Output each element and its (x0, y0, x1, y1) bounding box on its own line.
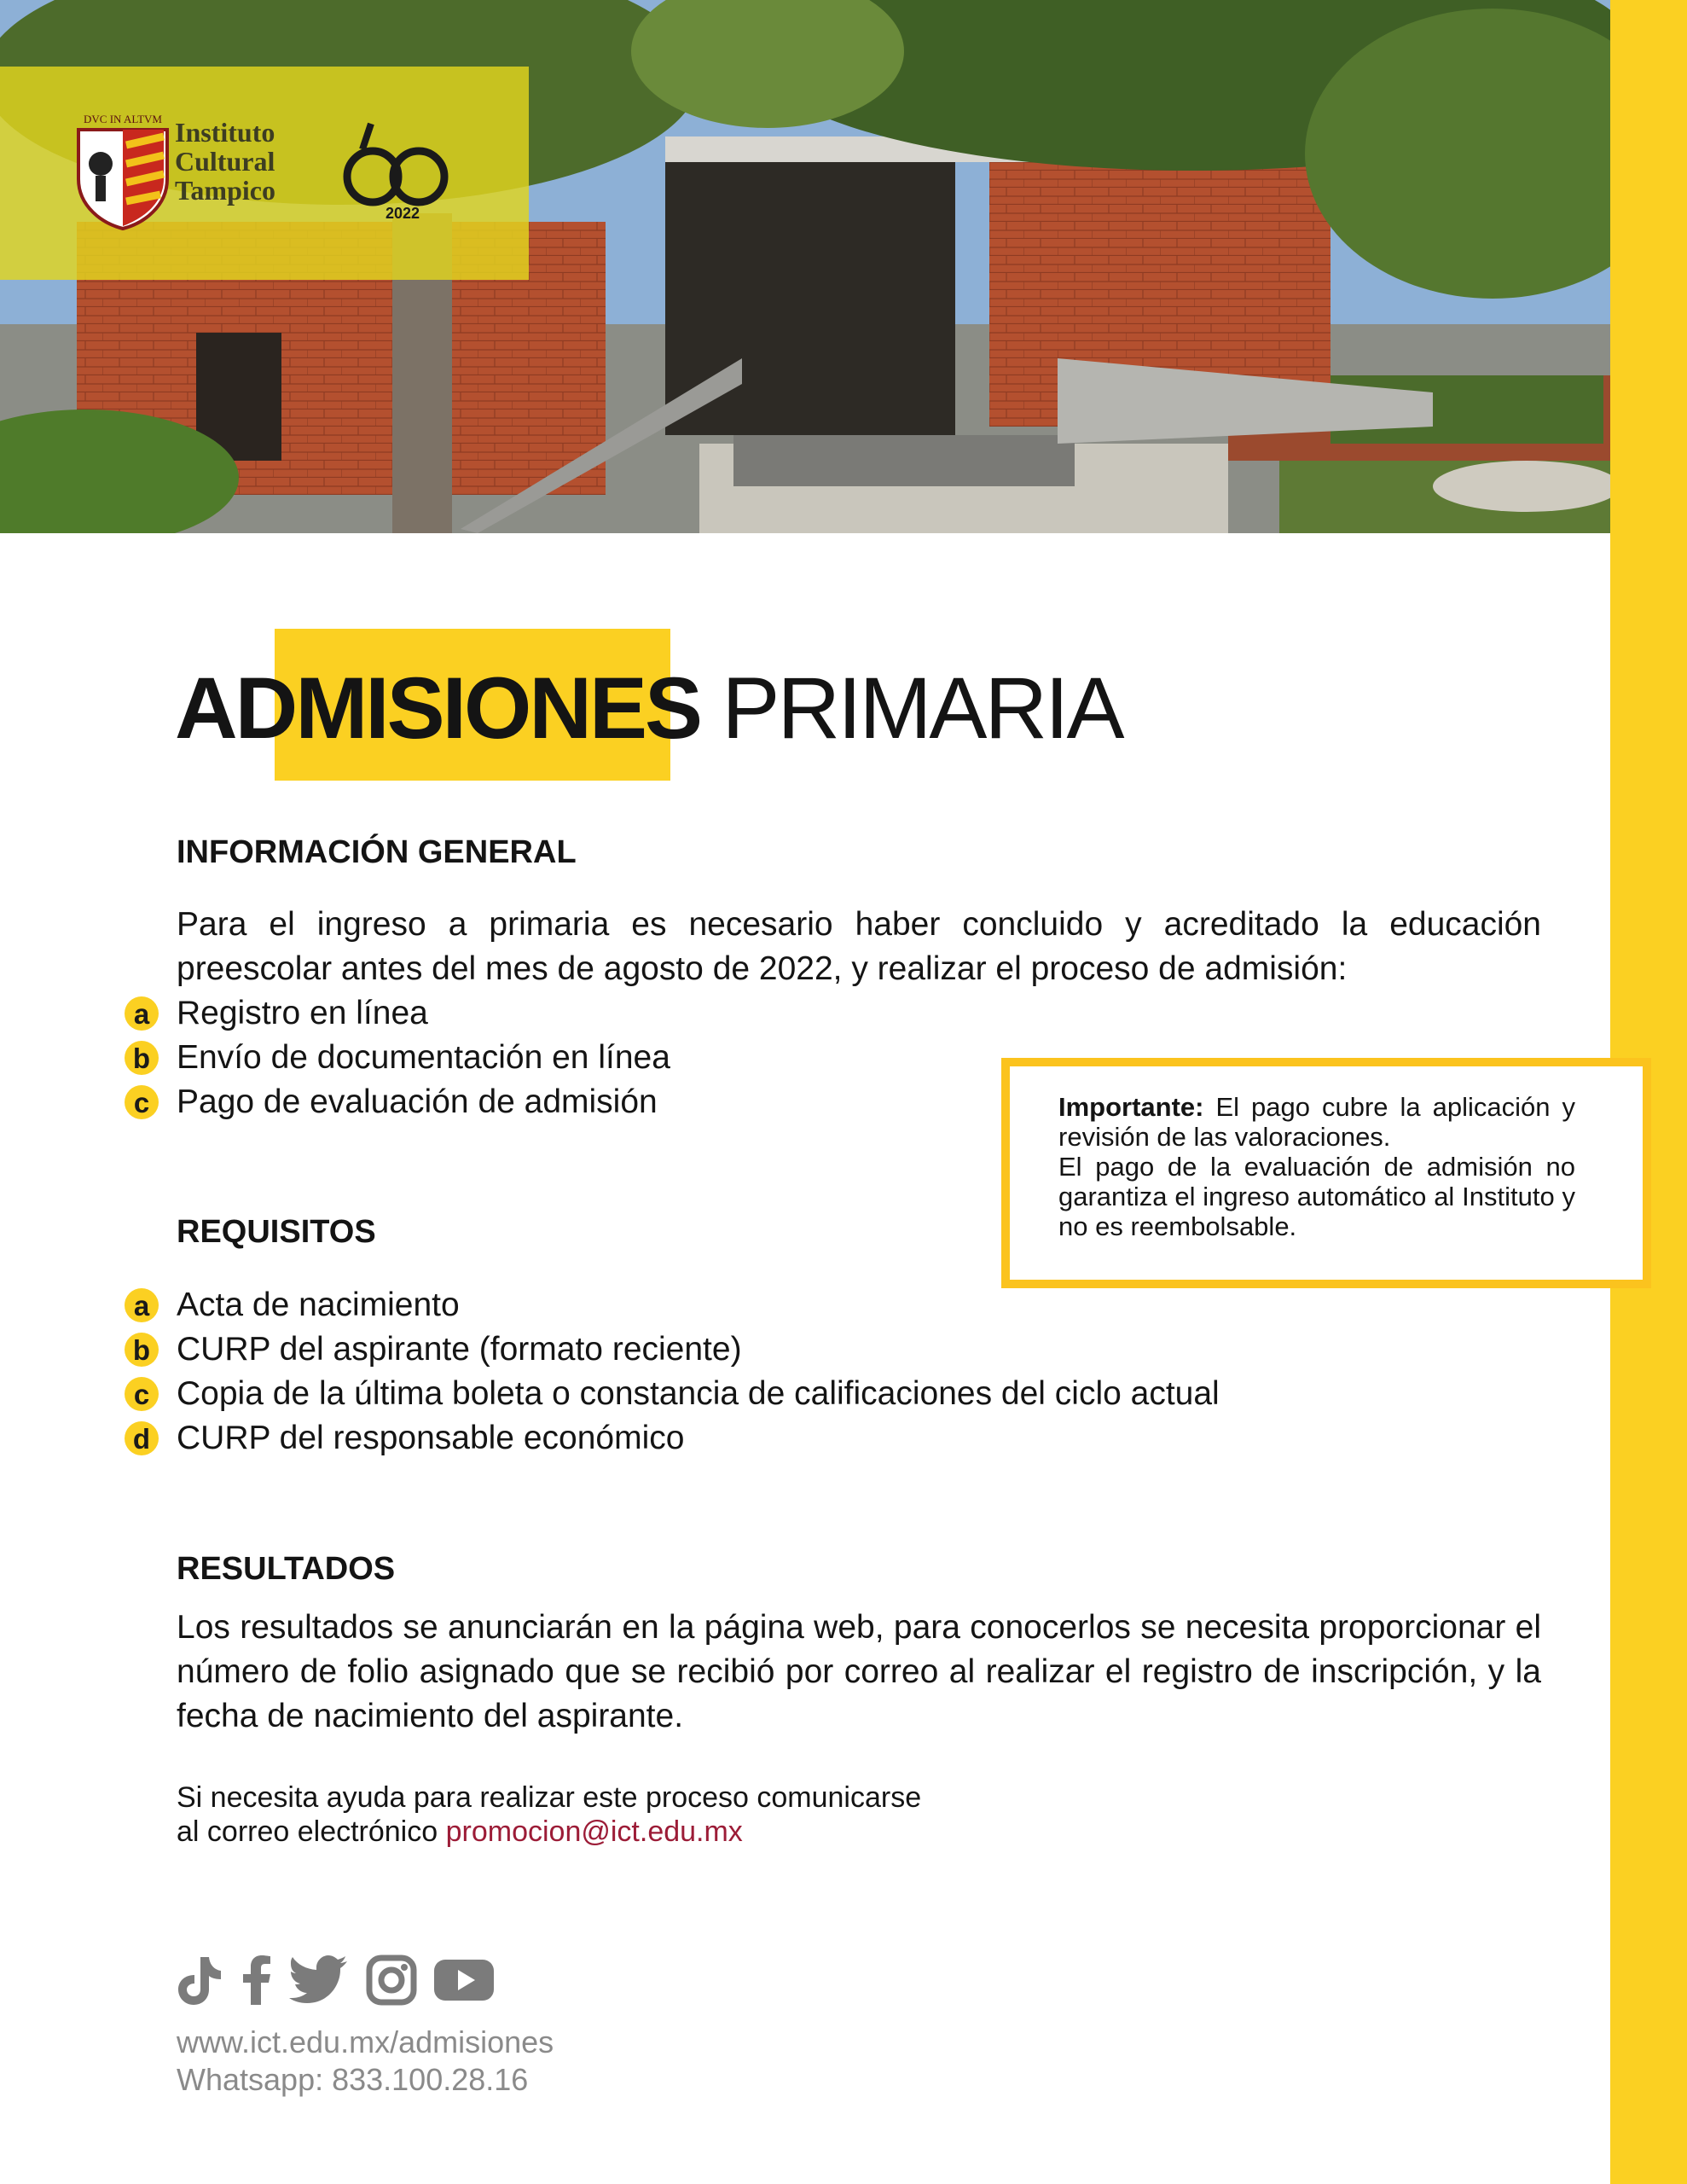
badge-b: b (125, 1333, 159, 1367)
important-note (1058, 1092, 1575, 1241)
requirement-text: Acta de nacimiento (177, 1287, 460, 1323)
note-label: Importante: (1058, 1092, 1204, 1122)
list-item (125, 1372, 1220, 1416)
shield-motto: DVC IN ALTVM (84, 113, 162, 125)
requirement-text: CURP del responsable económico (177, 1420, 685, 1456)
requirements-heading: REQUISITOS (177, 1214, 376, 1250)
list-item (125, 1416, 1220, 1461)
list-item (125, 1036, 670, 1080)
list-item (125, 1080, 670, 1124)
anniversary-year: 2022 (386, 205, 420, 222)
results-text: Los resultados se anunciarán en la página web, para conocerlos se necesita proporcionar el número de folio asignado que se recibió por correo al realizar el registro de inscripción, y la fecha de nacimiento del aspirante. (177, 1609, 1541, 1734)
email-link[interactable]: promocion@ict.edu.mx (445, 1815, 743, 1848)
page-title (175, 661, 1122, 755)
badge-c: c (125, 1085, 159, 1119)
help-line-2: al correo electrónico (177, 1815, 446, 1848)
requirement-text: Copia de la última boleta o constancia de calificaciones del ciclo actual (177, 1375, 1220, 1412)
badge-a: a (125, 996, 159, 1031)
help-text (177, 1780, 921, 1849)
general-heading: INFORMACIÓN GENERAL (177, 834, 577, 870)
requirements-list (125, 1283, 1220, 1461)
institute-name-line-2: Cultural (175, 146, 275, 177)
whatsapp-number: Whatsapp: 833.100.28.16 (177, 2062, 529, 2097)
step-text: Pago de evaluación de admisión (177, 1083, 658, 1120)
title-light: PRIMARIA (722, 659, 1122, 757)
twitter-icon[interactable] (289, 1955, 349, 2010)
requirement-text: CURP del aspirante (formato reciente) (177, 1331, 742, 1368)
step-text: Envío de documentación en línea (177, 1039, 670, 1076)
website-link[interactable]: www.ict.edu.mx/admisiones (177, 2024, 554, 2059)
list-item (125, 1283, 1220, 1327)
institute-name-line-1: Instituto (175, 117, 275, 148)
institute-name-line-3: Tampico (175, 175, 275, 206)
admission-steps (125, 991, 670, 1124)
step-text: Registro en línea (177, 995, 428, 1031)
title-bold: ADMISIONES (175, 659, 701, 757)
results-heading: RESULTADOS (177, 1551, 396, 1587)
badge-a: a (125, 1288, 159, 1322)
badge-d: d (125, 1421, 159, 1455)
note-text-1: El pago cubre la aplicación y revisión de las valoraciones. (1058, 1092, 1575, 1152)
school-shield-logo (75, 111, 171, 230)
help-line-1: Si necesita ayuda para realizar este proceso comunicarse (177, 1781, 922, 1814)
institute-name (175, 118, 275, 205)
list-item (125, 1327, 1220, 1372)
badge-c: c (125, 1377, 159, 1411)
tiktok-icon[interactable] (175, 1954, 224, 2011)
note-text-2: El pago de la evaluación de admisión no garantiza el ingreso automático al Instituto y no es reembolsable. (1058, 1152, 1575, 1241)
badge-b: b (125, 1041, 159, 1075)
general-text: Para el ingreso a primaria es necesario haber concluido y acreditado la educación preescolar antes del mes de agosto de 2022, y realizar el proceso de admisión: (177, 906, 1541, 987)
social-icons (175, 1954, 494, 2011)
youtube-icon[interactable] (434, 1958, 494, 2007)
facebook-icon[interactable] (241, 1954, 272, 2011)
footer-contact (177, 2024, 554, 2099)
list-item (125, 991, 670, 1036)
instagram-icon[interactable] (366, 1955, 417, 2010)
